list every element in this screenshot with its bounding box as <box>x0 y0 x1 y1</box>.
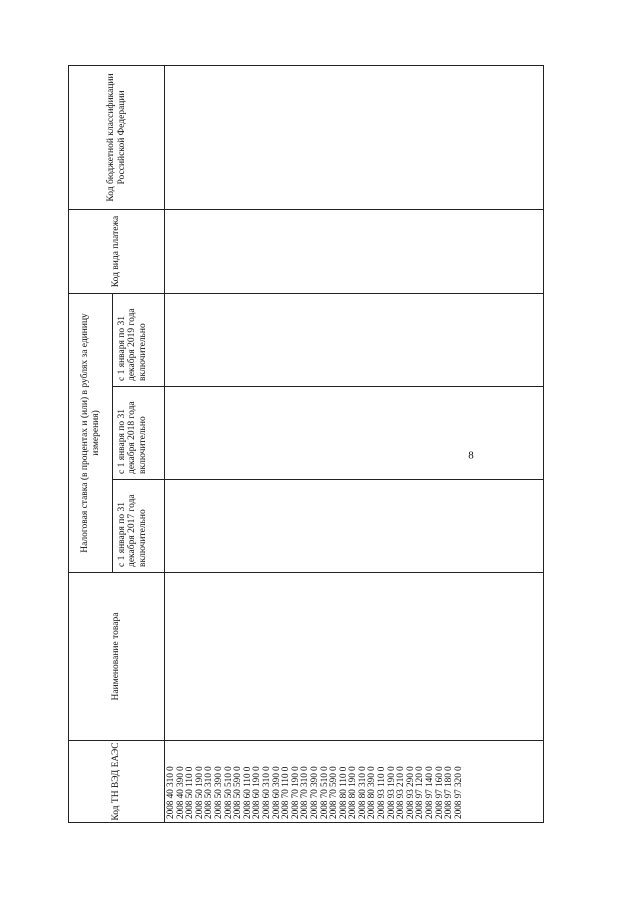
code-row: 2008 93 110 0 <box>377 766 388 819</box>
code-row: 2008 70 390 0 <box>309 766 320 819</box>
code-row: 2008 70 310 0 <box>300 766 311 819</box>
code-row: 2008 80 190 0 <box>348 766 359 819</box>
code-row: 2008 97 160 0 <box>434 766 445 819</box>
code-row: 2008 50 310 0 <box>204 766 215 819</box>
rate-2019-cell <box>165 293 544 386</box>
code-row: 2008 60 310 0 <box>261 766 272 819</box>
header-budget-code: Код бюджетной классификации Российской Федерации <box>69 65 165 209</box>
code-row: 2008 60 390 0 <box>271 766 282 819</box>
code-list <box>166 741 464 819</box>
code-row: 2008 80 310 0 <box>357 766 368 819</box>
tax-rate-table <box>68 65 544 823</box>
code-row: 2008 40 310 0 <box>166 766 176 819</box>
header-payment-code: Код вида платежа <box>69 209 165 293</box>
code-row: 2008 97 140 0 <box>425 766 436 819</box>
name-cell <box>165 573 544 741</box>
code-row: 2008 93 290 0 <box>405 766 416 819</box>
rate-2017-cell <box>165 480 544 573</box>
code-row: 2008 97 180 0 <box>444 766 455 819</box>
code-row: 2008 40 390 0 <box>175 766 186 819</box>
code-row: 2008 80 110 0 <box>338 766 349 819</box>
page-number: 8 <box>468 449 474 462</box>
code-row: 2008 97 320 0 <box>453 766 464 819</box>
payment-code-cell <box>165 209 544 293</box>
code-row: 2008 97 120 0 <box>415 766 426 819</box>
code-row: 2008 50 110 0 <box>185 766 196 819</box>
header-rate-2017: с 1 января по 31 декабря 2017 года включительно <box>113 480 165 573</box>
codes-cell <box>165 741 544 823</box>
budget-code-cell <box>165 65 544 209</box>
code-row: 2008 50 390 0 <box>213 766 224 819</box>
header-rate-2019: с 1 января по 31 декабря 2019 года включительно <box>113 293 165 386</box>
header-rate-group: Налоговая ставка (в процентах и (или) в рублях за единицу измерения) <box>69 293 113 572</box>
code-row: 2008 93 190 0 <box>386 766 397 819</box>
code-row: 2008 70 510 0 <box>319 766 330 819</box>
header-code: Код ТН ВЭД ЕАЭС <box>69 741 165 823</box>
code-row: 2008 80 390 0 <box>367 766 378 819</box>
code-row: 2008 50 590 0 <box>233 766 244 819</box>
code-row: 2008 60 190 0 <box>252 766 263 819</box>
code-row: 2008 70 590 0 <box>329 766 340 819</box>
code-row: 2008 70 110 0 <box>281 766 292 819</box>
rate-2018-cell <box>165 387 544 480</box>
header-name: Наименование товара <box>69 573 165 741</box>
code-row: 2008 93 210 0 <box>396 766 407 819</box>
code-row: 2008 50 510 0 <box>223 766 234 819</box>
code-row: 2008 50 190 0 <box>194 766 205 819</box>
code-row: 2008 70 190 0 <box>290 766 301 819</box>
code-row: 2008 60 110 0 <box>242 766 253 819</box>
header-rate-2018: с 1 января по 31 декабря 2018 года включительно <box>113 387 165 480</box>
